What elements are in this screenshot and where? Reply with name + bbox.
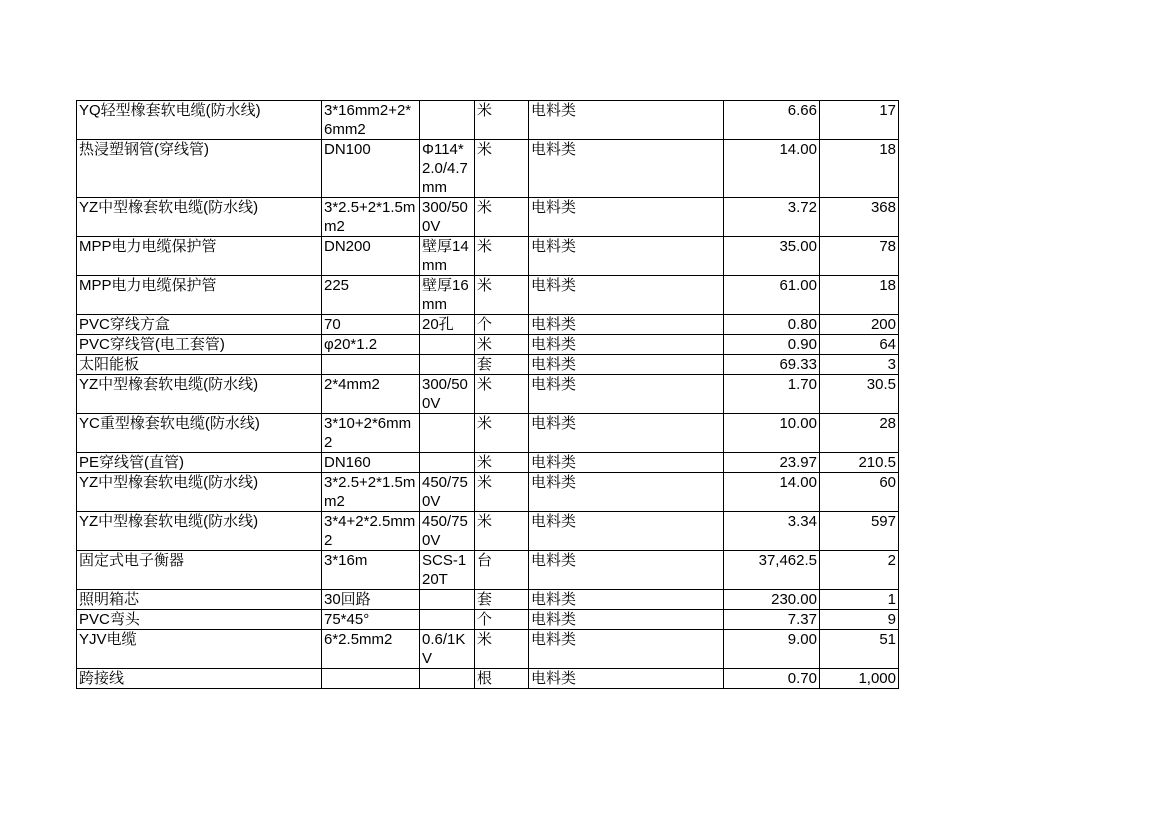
cell-category[interactable]: 电料类 <box>529 453 724 473</box>
cell-name[interactable]: PVC穿线方盒 <box>77 315 322 335</box>
table-row <box>77 355 899 375</box>
cell-category[interactable]: 电料类 <box>529 335 724 355</box>
cell-price[interactable]: 10.00 <box>724 414 820 453</box>
cell-unit[interactable]: 米 <box>475 276 529 315</box>
table-row <box>77 630 899 669</box>
cell-model[interactable] <box>420 101 475 140</box>
cell-price[interactable]: 0.70 <box>724 669 820 689</box>
cell-model[interactable] <box>420 453 475 473</box>
cell-category[interactable]: 电料类 <box>529 375 724 414</box>
cell-category[interactable]: 电料类 <box>529 551 724 590</box>
cell-spec[interactable] <box>322 355 420 375</box>
cell-spec[interactable]: 3*10+2*6mm2 <box>322 414 420 453</box>
cell-qty[interactable]: 9 <box>820 610 899 630</box>
cell-category[interactable]: 电料类 <box>529 237 724 276</box>
cell-qty[interactable]: 2 <box>820 551 899 590</box>
table-row <box>77 610 899 630</box>
cell-name[interactable]: PVC穿线管(电工套管) <box>77 335 322 355</box>
cell-category[interactable]: 电料类 <box>529 276 724 315</box>
cell-price[interactable]: 37,462.5 <box>724 551 820 590</box>
cell-model[interactable]: SCS-120T <box>420 551 475 590</box>
cell-name[interactable]: MPP电力电缆保护管 <box>77 237 322 276</box>
table-row <box>77 140 899 198</box>
table-row <box>77 276 899 315</box>
cell-unit[interactable]: 米 <box>475 630 529 669</box>
cell-spec[interactable]: 3*2.5+2*1.5mm2 <box>322 473 420 512</box>
cell-category[interactable]: 电料类 <box>529 414 724 453</box>
table-row <box>77 237 899 276</box>
cell-price[interactable]: 9.00 <box>724 630 820 669</box>
cell-spec[interactable]: 225 <box>322 276 420 315</box>
cell-price[interactable]: 0.80 <box>724 315 820 335</box>
cell-name[interactable]: YJV电缆 <box>77 630 322 669</box>
cell-spec[interactable]: 3*16m <box>322 551 420 590</box>
cell-name[interactable]: MPP电力电缆保护管 <box>77 276 322 315</box>
cell-qty[interactable]: 1 <box>820 590 899 610</box>
cell-model[interactable] <box>420 355 475 375</box>
cell-unit[interactable]: 米 <box>475 512 529 551</box>
table-row <box>77 198 899 237</box>
cell-model[interactable] <box>420 669 475 689</box>
cell-price[interactable]: 6.66 <box>724 101 820 140</box>
cell-name[interactable]: YZ中型橡套软电缆(防水线) <box>77 198 322 237</box>
cell-name[interactable]: YQ轻型橡套软电缆(防水线) <box>77 101 322 140</box>
cell-qty[interactable]: 200 <box>820 315 899 335</box>
table-row <box>77 669 899 689</box>
cell-qty[interactable]: 210.5 <box>820 453 899 473</box>
cell-category[interactable]: 电料类 <box>529 315 724 335</box>
cell-qty[interactable]: 28 <box>820 414 899 453</box>
cell-category[interactable]: 电料类 <box>529 140 724 198</box>
cell-qty[interactable]: 597 <box>820 512 899 551</box>
cell-model[interactable] <box>420 610 475 630</box>
cell-unit[interactable]: 米 <box>475 453 529 473</box>
cell-unit[interactable]: 套 <box>475 355 529 375</box>
table-row <box>77 315 899 335</box>
cell-model[interactable]: 0.6/1KV <box>420 630 475 669</box>
cell-price[interactable]: 14.00 <box>724 473 820 512</box>
cell-qty[interactable]: 3 <box>820 355 899 375</box>
materials-table-body <box>77 101 899 689</box>
cell-unit[interactable]: 米 <box>475 335 529 355</box>
cell-category[interactable]: 电料类 <box>529 669 724 689</box>
cell-price[interactable]: 3.34 <box>724 512 820 551</box>
cell-model[interactable] <box>420 590 475 610</box>
cell-category[interactable]: 电料类 <box>529 473 724 512</box>
cell-model[interactable]: Φ114*2.0/4.7mm <box>420 140 475 198</box>
cell-price[interactable]: 0.90 <box>724 335 820 355</box>
cell-model[interactable]: 450/750V <box>420 512 475 551</box>
cell-name[interactable]: 固定式电子衡器 <box>77 551 322 590</box>
cell-qty[interactable]: 17 <box>820 101 899 140</box>
cell-spec[interactable]: 6*2.5mm2 <box>322 630 420 669</box>
cell-unit[interactable]: 根 <box>475 669 529 689</box>
cell-model[interactable] <box>420 414 475 453</box>
table-row <box>77 473 899 512</box>
cell-spec[interactable]: DN100 <box>322 140 420 198</box>
table-row <box>77 590 899 610</box>
table-row <box>77 453 899 473</box>
cell-unit[interactable]: 套 <box>475 590 529 610</box>
cell-price[interactable]: 23.97 <box>724 453 820 473</box>
cell-qty[interactable]: 60 <box>820 473 899 512</box>
table-row <box>77 414 899 453</box>
cell-model[interactable]: 20孔 <box>420 315 475 335</box>
cell-model[interactable]: 壁厚14mm <box>420 237 475 276</box>
cell-price[interactable]: 3.72 <box>724 198 820 237</box>
table-row <box>77 512 899 551</box>
cell-unit[interactable]: 个 <box>475 315 529 335</box>
cell-spec[interactable]: 3*16mm2+2*6mm2 <box>322 101 420 140</box>
cell-spec[interactable]: 3*4+2*2.5mm2 <box>322 512 420 551</box>
cell-unit[interactable]: 米 <box>475 414 529 453</box>
cell-unit[interactable]: 米 <box>475 198 529 237</box>
cell-name[interactable]: PE穿线管(直管) <box>77 453 322 473</box>
cell-name[interactable]: YC重型橡套软电缆(防水线) <box>77 414 322 453</box>
cell-spec[interactable]: 30回路 <box>322 590 420 610</box>
cell-category[interactable]: 电料类 <box>529 198 724 237</box>
cell-unit[interactable]: 米 <box>475 101 529 140</box>
cell-price[interactable]: 35.00 <box>724 237 820 276</box>
cell-spec[interactable]: 3*2.5+2*1.5mm2 <box>322 198 420 237</box>
cell-name[interactable]: 跨接线 <box>77 669 322 689</box>
cell-qty[interactable]: 368 <box>820 198 899 237</box>
cell-qty[interactable]: 30.5 <box>820 375 899 414</box>
cell-qty[interactable]: 18 <box>820 140 899 198</box>
table-row <box>77 551 899 590</box>
cell-price[interactable]: 230.00 <box>724 590 820 610</box>
cell-category[interactable]: 电料类 <box>529 630 724 669</box>
cell-qty[interactable]: 18 <box>820 276 899 315</box>
cell-category[interactable]: 电料类 <box>529 590 724 610</box>
cell-name[interactable]: 照明箱芯 <box>77 590 322 610</box>
cell-unit[interactable]: 台 <box>475 551 529 590</box>
cell-spec[interactable] <box>322 669 420 689</box>
cell-spec[interactable]: 75*45° <box>322 610 420 630</box>
cell-category[interactable]: 电料类 <box>529 355 724 375</box>
cell-spec[interactable]: DN160 <box>322 453 420 473</box>
table-row <box>77 375 899 414</box>
cell-unit[interactable]: 个 <box>475 610 529 630</box>
cell-unit[interactable]: 米 <box>475 473 529 512</box>
cell-name[interactable]: YZ中型橡套软电缆(防水线) <box>77 375 322 414</box>
cell-category[interactable]: 电料类 <box>529 610 724 630</box>
cell-name[interactable]: 热浸塑钢管(穿线管) <box>77 140 322 198</box>
cell-name[interactable]: PVC弯头 <box>77 610 322 630</box>
cell-qty[interactable]: 1,000 <box>820 669 899 689</box>
cell-unit[interactable]: 米 <box>475 140 529 198</box>
cell-price[interactable]: 69.33 <box>724 355 820 375</box>
cell-price[interactable]: 14.00 <box>724 140 820 198</box>
cell-model[interactable]: 450/750V <box>420 473 475 512</box>
cell-model[interactable]: 300/500V <box>420 198 475 237</box>
cell-name[interactable]: YZ中型橡套软电缆(防水线) <box>77 512 322 551</box>
cell-spec[interactable]: φ20*1.2 <box>322 335 420 355</box>
cell-model[interactable]: 壁厚16mm <box>420 276 475 315</box>
cell-price[interactable]: 1.70 <box>724 375 820 414</box>
cell-spec[interactable]: 70 <box>322 315 420 335</box>
cell-name[interactable]: YZ中型橡套软电缆(防水线) <box>77 473 322 512</box>
cell-qty[interactable]: 51 <box>820 630 899 669</box>
table-row <box>77 101 899 140</box>
cell-spec[interactable]: 2*4mm2 <box>322 375 420 414</box>
cell-price[interactable]: 7.37 <box>724 610 820 630</box>
cell-model[interactable]: 300/500V <box>420 375 475 414</box>
cell-qty[interactable]: 64 <box>820 335 899 355</box>
cell-name[interactable]: 太阳能板 <box>77 355 322 375</box>
cell-qty[interactable]: 78 <box>820 237 899 276</box>
cell-unit[interactable]: 米 <box>475 375 529 414</box>
cell-model[interactable] <box>420 335 475 355</box>
cell-spec[interactable]: DN200 <box>322 237 420 276</box>
cell-category[interactable]: 电料类 <box>529 101 724 140</box>
cell-unit[interactable]: 米 <box>475 237 529 276</box>
cell-category[interactable]: 电料类 <box>529 512 724 551</box>
materials-table <box>76 100 899 689</box>
table-row <box>77 335 899 355</box>
cell-price[interactable]: 61.00 <box>724 276 820 315</box>
